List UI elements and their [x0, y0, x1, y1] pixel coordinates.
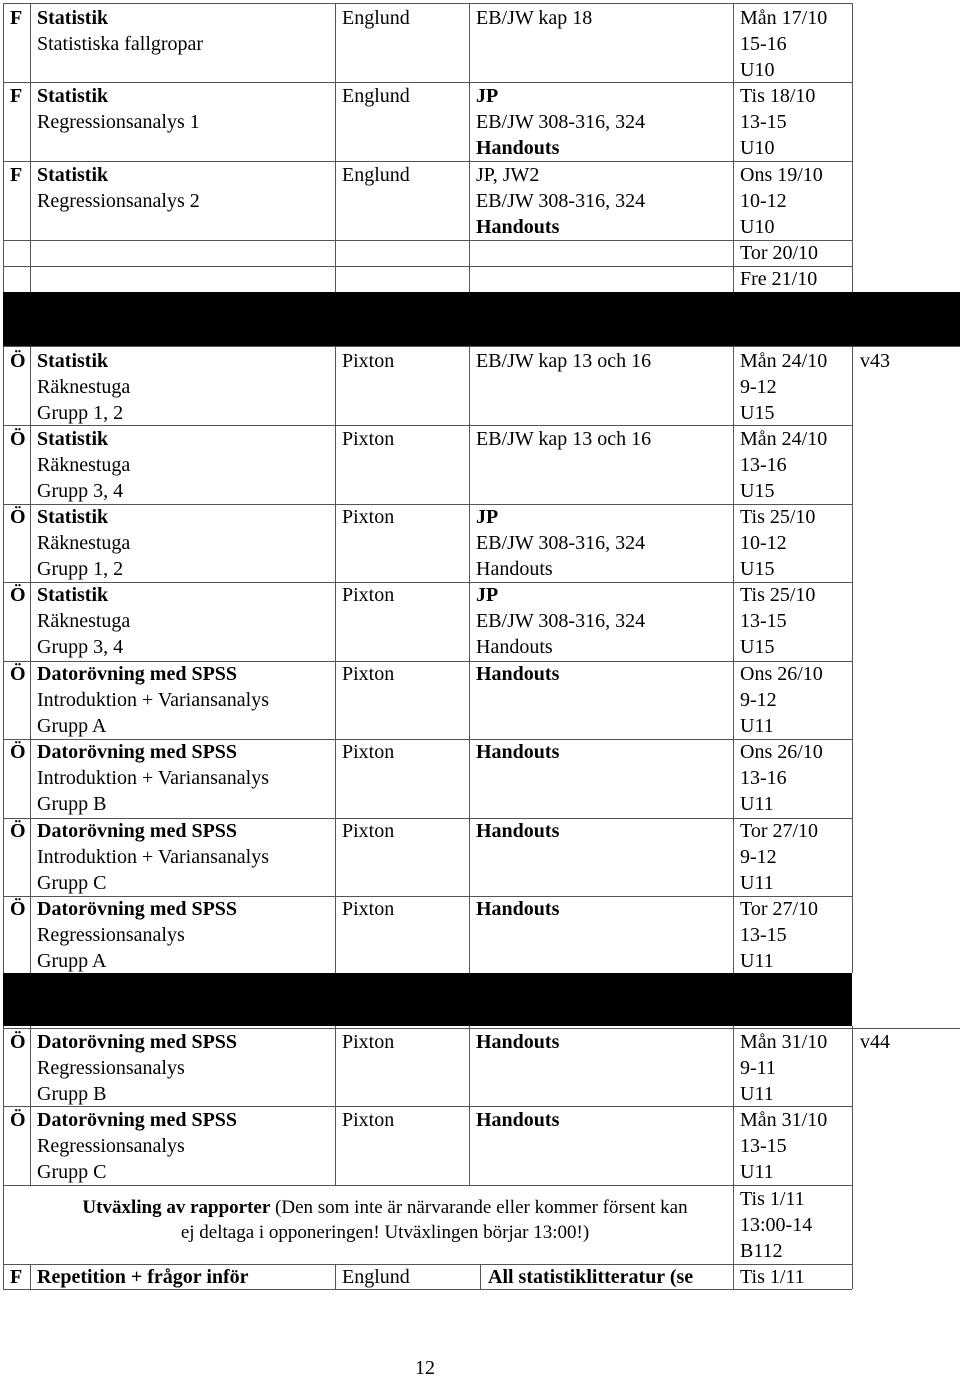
- row-date-day: Tor 27/10: [740, 820, 819, 842]
- row-date-time: 13-16: [740, 454, 787, 476]
- row-date-day: Mån 24/10: [740, 428, 828, 450]
- row-date-day: Mån 17/10: [740, 7, 828, 29]
- table-column-rule: [335, 3, 336, 292]
- row-literature: Handouts: [476, 1031, 560, 1053]
- row-date-time: 13-15: [740, 924, 787, 946]
- row-date-day: Ons 19/10: [740, 164, 823, 186]
- row-subject: Datorövning med SPSS: [37, 1109, 238, 1131]
- row-date-room: U11: [740, 1083, 774, 1105]
- table-rule: [3, 1106, 852, 1107]
- row-date-room: U11: [740, 872, 774, 894]
- table-rule: [3, 818, 852, 819]
- row-subject: Statistik: [37, 350, 109, 372]
- row-literature: EB/JW kap 18: [476, 7, 593, 29]
- row-date-room: U10: [740, 216, 775, 238]
- row-date-day: Tis 18/10: [740, 85, 816, 107]
- row-date-time: 13-15: [740, 610, 787, 632]
- row-type: Ö: [10, 584, 26, 606]
- row-type: Ö: [10, 820, 26, 842]
- table-column-rule: [852, 1264, 853, 1289]
- table-rule: [3, 1185, 852, 1186]
- table-column-rule: [30, 1264, 31, 1289]
- row-detail: Introduktion + Variansanalys: [37, 689, 269, 711]
- row-detail: Statistiska fallgropar: [37, 33, 204, 55]
- table-rule: [3, 425, 852, 426]
- row-subject: Statistik: [37, 584, 109, 606]
- week-rule: [852, 1028, 960, 1029]
- table-rule: [3, 661, 852, 662]
- row-type: Ö: [10, 741, 26, 763]
- row-subject: Datorövning med SPSS: [37, 741, 238, 763]
- table-column-rule: [30, 3, 31, 292]
- row-teacher: Pixton: [342, 898, 395, 920]
- row-subject: Statistik: [37, 506, 109, 528]
- week-separator-band: [3, 973, 852, 1026]
- row-teacher: Englund: [342, 164, 410, 186]
- table-column-rule: [852, 1026, 853, 1185]
- table-column-rule: [335, 1264, 336, 1289]
- row-literature: EB/JW 308-316, 324: [476, 610, 646, 632]
- row-date-day: Mån 31/10: [740, 1109, 828, 1131]
- table-column-rule: [852, 346, 853, 973]
- row-teacher: Englund: [342, 85, 410, 107]
- table-column-rule: [733, 1185, 734, 1264]
- row-literature: Handouts: [476, 1109, 560, 1131]
- row-literature: Handouts: [476, 898, 560, 920]
- row-literature: Handouts: [476, 137, 560, 159]
- row-date-time: 9-12: [740, 376, 777, 398]
- row-literature: EB/JW kap 13 och 16: [476, 350, 652, 372]
- row-type: Ö: [10, 1109, 26, 1131]
- row-type: Ö: [10, 506, 26, 528]
- row-detail: Räknestuga: [37, 532, 131, 554]
- row-literature: Handouts: [476, 741, 560, 763]
- rapport-date-time: 13:00-14: [740, 1214, 813, 1236]
- table-column-rule: [30, 1026, 31, 1185]
- last-row-type: F: [10, 1266, 23, 1288]
- rapport-date-day: Tis 1/11: [740, 1188, 805, 1210]
- page-number: 12: [415, 1357, 435, 1379]
- row-literature: EB/JW kap 13 och 16: [476, 428, 652, 450]
- row-date-day: Mån 24/10: [740, 350, 828, 372]
- row-date-room: U11: [740, 1161, 774, 1183]
- row-type: Ö: [10, 898, 26, 920]
- table-column-rule: [480, 1264, 481, 1289]
- row-detail: Grupp 3, 4: [37, 480, 124, 502]
- rapport-note-2: ej deltaga i opponeringen! Utväxlingen börjar 13:00!): [180, 1222, 590, 1243]
- row-detail: Grupp C: [37, 1161, 107, 1183]
- table-column-rule: [3, 1185, 4, 1264]
- row-subject: Statistik: [37, 7, 109, 29]
- row-teacher: Pixton: [342, 741, 395, 763]
- table-column-rule: [469, 346, 470, 973]
- row-date-time: 13-16: [740, 767, 787, 789]
- row-date-day: Tor 20/10: [740, 242, 819, 264]
- row-literature: EB/JW 308-316, 324: [476, 190, 646, 212]
- row-literature: EB/JW 308-316, 324: [476, 532, 646, 554]
- row-literature: Handouts: [476, 216, 560, 238]
- row-detail: Räknestuga: [37, 376, 131, 398]
- row-teacher: Pixton: [342, 428, 395, 450]
- rapport-note-1: (Den som inte är närvarande eller kommer försent kan: [270, 1197, 688, 1218]
- row-literature: Handouts: [476, 636, 553, 658]
- row-date-time: 10-12: [740, 532, 787, 554]
- row-teacher: Pixton: [342, 663, 395, 685]
- table-column-rule: [852, 3, 853, 292]
- row-date-day: Ons 26/10: [740, 741, 823, 763]
- row-type: Ö: [10, 1031, 26, 1053]
- row-literature: JP: [476, 506, 499, 528]
- week-separator-band: [3, 292, 960, 346]
- row-detail: Grupp 3, 4: [37, 636, 124, 658]
- row-detail: Räknestuga: [37, 610, 131, 632]
- row-detail: Regressionsanalys: [37, 924, 185, 946]
- last-row-literature: All statistiklitteratur (se: [488, 1266, 694, 1288]
- table-rule: [3, 266, 852, 267]
- row-date-room: U11: [740, 950, 774, 972]
- rapport-text: [40, 1195, 730, 1245]
- table-rule: [3, 240, 852, 241]
- row-detail: Regressionsanalys 2: [37, 190, 200, 212]
- row-detail: Grupp A: [37, 950, 107, 972]
- rapport-date-room: B112: [740, 1240, 783, 1262]
- row-subject: Datorövning med SPSS: [37, 820, 238, 842]
- table-column-rule: [469, 1026, 470, 1185]
- row-date-time: 9-11: [740, 1057, 776, 1079]
- row-type: F: [10, 164, 23, 186]
- row-subject: Datorövning med SPSS: [37, 663, 238, 685]
- table-rule: [3, 582, 852, 583]
- table-column-rule: [3, 1264, 4, 1289]
- table-column-rule: [335, 346, 336, 973]
- table-column-rule: [733, 1026, 734, 1185]
- table-column-rule: [733, 346, 734, 973]
- row-literature: JP: [476, 85, 499, 107]
- table-column-rule: [335, 1026, 336, 1185]
- row-literature: JP, JW2: [476, 164, 540, 186]
- row-detail: Räknestuga: [37, 454, 131, 476]
- row-type: Ö: [10, 428, 26, 450]
- row-date-room: U11: [740, 715, 774, 737]
- last-row-teacher: Englund: [342, 1266, 410, 1288]
- row-detail: Grupp C: [37, 872, 107, 894]
- row-type: Ö: [10, 663, 26, 685]
- table-column-rule: [3, 3, 4, 292]
- row-date-day: Mån 31/10: [740, 1031, 828, 1053]
- row-date-room: U15: [740, 402, 775, 424]
- table-rule: [3, 739, 852, 740]
- table-column-rule: [3, 1026, 4, 1185]
- row-date-day: Tis 25/10: [740, 506, 816, 528]
- row-literature: EB/JW 308-316, 324: [476, 111, 646, 133]
- row-detail: Introduktion + Variansanalys: [37, 767, 269, 789]
- row-teacher: Englund: [342, 7, 410, 29]
- row-date-time: 10-12: [740, 190, 787, 212]
- row-detail: Regressionsanalys 1: [37, 111, 200, 133]
- row-teacher: Pixton: [342, 1109, 395, 1131]
- row-detail: Grupp 1, 2: [37, 402, 124, 424]
- table-column-rule: [733, 3, 734, 292]
- row-detail: Regressionsanalys: [37, 1135, 185, 1157]
- last-row-date: Tis 1/11: [740, 1266, 805, 1288]
- row-date-room: U15: [740, 558, 775, 580]
- row-date-time: 13-15: [740, 1135, 787, 1157]
- row-type: Ö: [10, 350, 26, 372]
- week-label: v43: [860, 350, 890, 372]
- row-teacher: Pixton: [342, 350, 395, 372]
- row-detail: Grupp B: [37, 793, 107, 815]
- week-rule: [852, 346, 960, 347]
- table-column-rule: [852, 1185, 853, 1264]
- row-date-time: 9-12: [740, 846, 777, 868]
- row-detail: Introduktion + Variansanalys: [37, 846, 269, 868]
- row-date-day: Ons 26/10: [740, 663, 823, 685]
- row-literature: Handouts: [476, 558, 553, 580]
- table-column-rule: [469, 3, 470, 292]
- table-rule: [3, 161, 852, 162]
- row-literature: Handouts: [476, 820, 560, 842]
- row-date-day: Fre 21/10: [740, 268, 818, 290]
- row-subject: Statistik: [37, 428, 109, 450]
- row-date-time: 13-15: [740, 111, 787, 133]
- row-date-time: 9-12: [740, 689, 777, 711]
- row-subject: Datorövning med SPSS: [37, 898, 238, 920]
- row-type: F: [10, 7, 23, 29]
- row-date-time: 15-16: [740, 33, 787, 55]
- row-teacher: Pixton: [342, 1031, 395, 1053]
- row-detail: Grupp B: [37, 1083, 107, 1105]
- table-rule: [3, 1028, 852, 1029]
- table-rule: [3, 896, 852, 897]
- table-rule: [3, 346, 852, 347]
- row-detail: Grupp 1, 2: [37, 558, 124, 580]
- last-row-subject: Repetition + frågor inför: [37, 1266, 249, 1288]
- row-date-room: U10: [740, 137, 775, 159]
- row-subject: Statistik: [37, 85, 109, 107]
- table-column-rule: [30, 346, 31, 973]
- row-teacher: Pixton: [342, 820, 395, 842]
- row-detail: Regressionsanalys: [37, 1057, 185, 1079]
- week-label: v44: [860, 1031, 890, 1053]
- row-subject: Datorövning med SPSS: [37, 1031, 238, 1053]
- row-teacher: Pixton: [342, 506, 395, 528]
- row-date-room: U10: [740, 59, 775, 81]
- row-date-room: U15: [740, 480, 775, 502]
- rapport-date: [740, 1186, 812, 1264]
- rapport-title: Utväxling av rapporter: [82, 1197, 271, 1218]
- row-detail: Grupp A: [37, 715, 107, 737]
- row-date-room: U11: [740, 793, 774, 815]
- row-teacher: Pixton: [342, 584, 395, 606]
- row-literature: Handouts: [476, 663, 560, 685]
- table-rule: [3, 504, 852, 505]
- row-subject: Statistik: [37, 164, 109, 186]
- row-type: F: [10, 85, 23, 107]
- table-rule: [3, 3, 852, 4]
- table-column-rule: [733, 1264, 734, 1289]
- table-column-rule: [3, 346, 4, 973]
- row-literature: JP: [476, 584, 499, 606]
- table-rule: [3, 82, 852, 83]
- row-date-day: Tis 25/10: [740, 584, 816, 606]
- row-date-room: U15: [740, 636, 775, 658]
- row-date-day: Tor 27/10: [740, 898, 819, 920]
